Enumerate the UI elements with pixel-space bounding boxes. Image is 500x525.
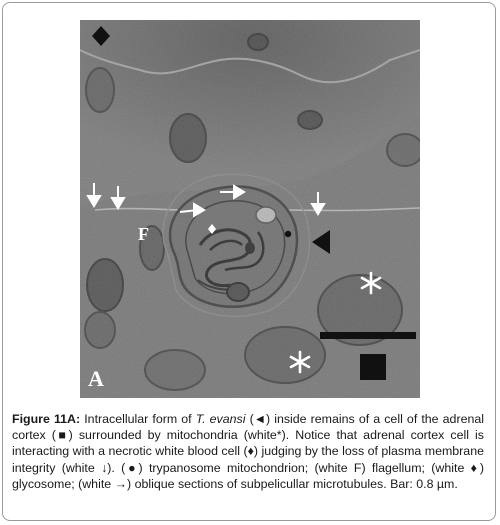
figure-label: Figure 11A: — [12, 412, 81, 426]
grain-overlay — [80, 20, 420, 398]
panel-letter: A — [88, 366, 104, 391]
caption-text-body: (◄) inside remains of a cell of the adrenal cortex (■) surrounded by mitochondria (white*). Notice that adrenal cortex cell is interacting with a necrotic white blood cell (♦) judging by the loss of plasma membrane integrity (white ↓). (●) trypanosome mitochondrion; (white F) flagellum; (white ♦) glycosome; (white →) oblique sections of subpelicullar microtubules. Bar: 0.8 µm. — [12, 412, 485, 491]
mitochondrion-dot-marker — [285, 231, 291, 237]
micrograph-image — [80, 20, 420, 398]
electron-micrograph — [80, 20, 420, 398]
caption-text-lead: Intracellular form of — [80, 412, 196, 426]
figure-caption — [12, 411, 484, 492]
adrenal-cortex-marker-square — [360, 354, 386, 380]
flagellum-label: F — [138, 224, 149, 244]
species-name: T. evansi — [195, 412, 246, 426]
scale-bar — [320, 332, 416, 339]
